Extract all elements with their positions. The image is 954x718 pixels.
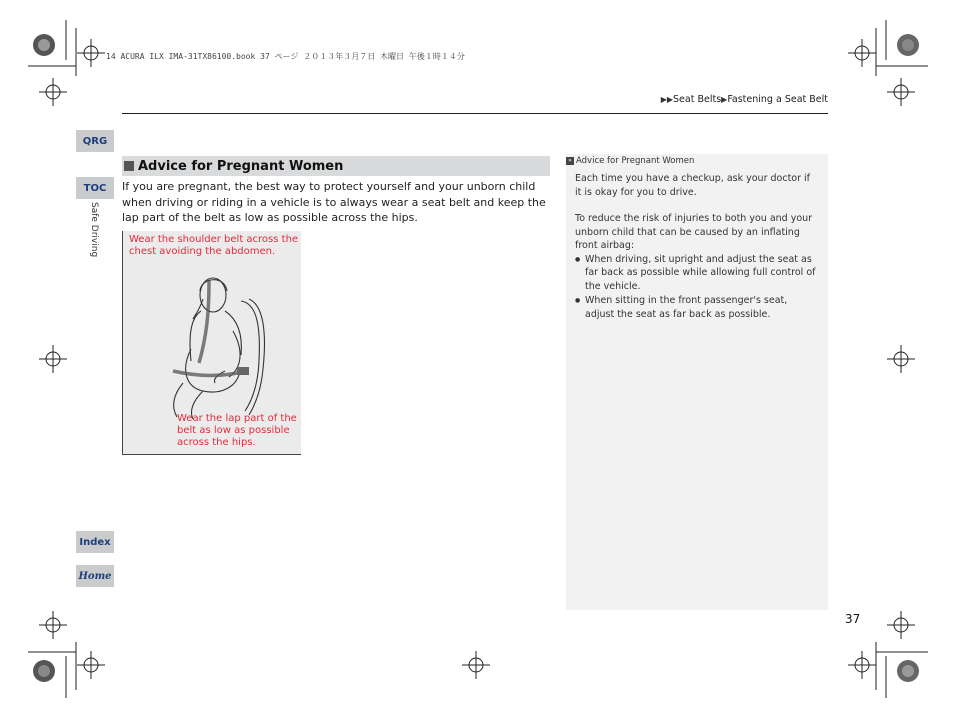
pregnant-seatbelt-illustration bbox=[122, 231, 301, 455]
breadcrumb-fastening[interactable]: Fastening a Seat Belt bbox=[727, 94, 828, 105]
header-rule bbox=[122, 113, 828, 114]
index-button[interactable]: Index bbox=[76, 531, 114, 553]
buckle-icon bbox=[237, 367, 249, 375]
print-header: 14 ACURA ILX IMA-31TX86100.book 37 ページ ２０１３年３月７日 木曜日 午後１時１４分 bbox=[106, 52, 465, 61]
sidebar-title bbox=[566, 156, 694, 166]
home-button[interactable]: Home bbox=[76, 565, 114, 587]
toc-button[interactable]: TOC bbox=[76, 177, 114, 199]
sidebar-bullet: ● When sitting in the front passenger's seat, adjust the seat as far back as possible. bbox=[575, 294, 819, 321]
heading-square-icon bbox=[124, 161, 134, 171]
sidebar-paragraph: Each time you have a checkup, ask your doctor if it is okay for you to drive. bbox=[575, 173, 811, 198]
seated-woman-icon bbox=[163, 271, 273, 421]
note-marker-icon: » bbox=[566, 157, 574, 165]
page-number: 37 bbox=[845, 612, 861, 626]
sidebar-bullet: ● When driving, sit upright and adjust the seat as far back as possible while allowing full control of the vehicle. bbox=[575, 253, 819, 294]
lap-belt-callout: Wear the lap part of the belt as low as possible across the hips. bbox=[177, 413, 297, 448]
section-body: If you are pregnant, the best way to protect yourself and your unborn child when driving or riding in a vehicle is to always wear a seat belt and keep the lap part of the belt as low as possible across the hips. bbox=[122, 180, 546, 224]
sidebar-bullet-list bbox=[575, 253, 819, 322]
sidebar-note bbox=[566, 154, 828, 610]
shoulder-belt-callout: Wear the shoulder belt across the chest avoiding the abdomen. bbox=[129, 234, 299, 257]
section-heading bbox=[122, 156, 550, 176]
breadcrumb-arrow-icon: ▶▶ bbox=[660, 95, 674, 104]
side-section-label bbox=[85, 202, 105, 272]
breadcrumb-arrow-icon: ▶ bbox=[721, 95, 728, 104]
sidebar-body bbox=[575, 172, 819, 322]
breadcrumb bbox=[661, 94, 828, 105]
sidebar-paragraph: To reduce the risk of injuries to both you and your unborn child that can be caused by an inflating front airbag: bbox=[575, 213, 813, 251]
side-section-text: Safe Driving bbox=[89, 202, 99, 258]
qrg-button[interactable]: QRG bbox=[76, 130, 114, 152]
breadcrumb-seat-belts[interactable]: Seat Belts bbox=[673, 94, 722, 105]
section-title: Advice for Pregnant Women bbox=[138, 158, 344, 174]
sidebar-title-text: Advice for Pregnant Women bbox=[576, 156, 695, 166]
